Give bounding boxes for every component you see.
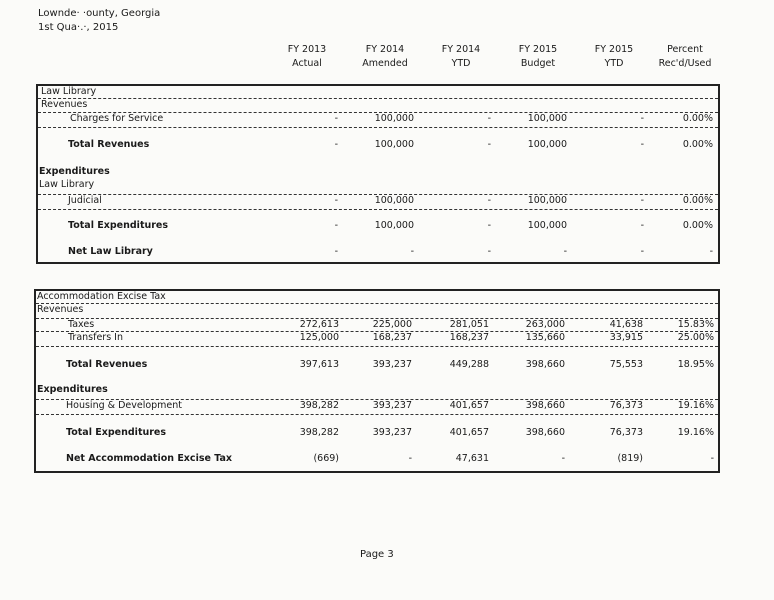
col-line1: FY 2014 — [441, 44, 481, 55]
cell: 76,373 — [609, 400, 643, 411]
col-line2: Budget — [520, 58, 556, 69]
cell: - — [640, 113, 644, 124]
cell: 100,000 — [374, 113, 414, 124]
col-fy2013-actual — [272, 43, 342, 71]
cell: 393,237 — [372, 427, 412, 438]
col-line1: Percent — [667, 44, 703, 55]
cell: 168,237 — [372, 332, 412, 343]
cell: - — [709, 246, 713, 257]
row-label: Transfers In — [68, 332, 123, 343]
cell: - — [640, 195, 644, 206]
cell: 401,657 — [449, 400, 489, 411]
cell: - — [487, 113, 491, 124]
cell: 75,553 — [609, 359, 643, 370]
cell: 125,000 — [299, 332, 339, 343]
cell: - — [640, 246, 644, 257]
col-fy2015-ytd — [579, 43, 649, 71]
cell: - — [487, 139, 491, 150]
row-label: Total Expenditures — [66, 427, 167, 438]
cell: 18.95% — [677, 359, 714, 370]
law-expenditures-sub-row — [38, 179, 718, 193]
cell: - — [640, 139, 644, 150]
cell: 398,282 — [299, 400, 339, 411]
table-row — [38, 112, 718, 128]
expenditures-sublabel: Law Library — [39, 179, 95, 190]
cell: - — [334, 246, 338, 257]
col-fy2014-amended — [350, 43, 420, 71]
cell: 398,660 — [525, 400, 565, 411]
col-fy2014-ytd — [426, 43, 496, 71]
cell: 47,631 — [455, 453, 489, 464]
table-row — [36, 399, 718, 415]
table-row — [36, 453, 718, 467]
row-label: Net Law Library — [68, 246, 153, 257]
cell: 41,638 — [609, 319, 643, 330]
cell: 25.00% — [677, 332, 714, 343]
cell: 100,000 — [374, 220, 414, 231]
cell: 397,613 — [299, 359, 339, 370]
cell: - — [487, 220, 491, 231]
cell: - — [563, 246, 567, 257]
cell: 135,660 — [525, 332, 565, 343]
cell: 398,660 — [525, 359, 565, 370]
revenues-label: Revenues — [41, 99, 88, 110]
revenues-label: Revenues — [37, 304, 84, 315]
law-library-section — [36, 84, 720, 264]
cell: 225,000 — [372, 319, 412, 330]
cell: 19.16% — [677, 400, 714, 411]
col-line1: FY 2015 — [594, 44, 634, 55]
col-line1: FY 2015 — [518, 44, 558, 55]
cell: 100,000 — [374, 195, 414, 206]
table-row — [38, 194, 718, 210]
expenditures-label: Expenditures — [39, 166, 110, 177]
cell: - — [410, 246, 414, 257]
row-label: Housing & Development — [66, 400, 183, 411]
section-title: Law Library — [41, 86, 97, 97]
col-line2: YTD — [604, 58, 624, 69]
cell: 100,000 — [374, 139, 414, 150]
row-label: Judicial — [68, 195, 102, 206]
cell: 393,237 — [372, 359, 412, 370]
cell: - — [640, 220, 644, 231]
col-line2: YTD — [451, 58, 471, 69]
table-row — [36, 331, 718, 347]
col-line1: FY 2013 — [287, 44, 327, 55]
col-line2: Actual — [292, 58, 322, 69]
cell: 281,051 — [449, 319, 489, 330]
quarter-title: 1st Qua·.·, 2015 — [38, 22, 119, 33]
cell: 393,237 — [372, 400, 412, 411]
row-label: Net Accommodation Excise Tax — [66, 453, 233, 464]
table-row — [38, 246, 718, 260]
law-expenditures-label-row — [38, 166, 718, 180]
col-fy2015-budget — [503, 43, 573, 71]
cell: 449,288 — [449, 359, 489, 370]
cell: - — [334, 220, 338, 231]
cell: - — [334, 113, 338, 124]
accommodation-tax-section — [34, 289, 720, 473]
col-line2: Rec'd/Used — [658, 58, 712, 69]
cell: - — [334, 139, 338, 150]
col-line2: Amended — [362, 58, 408, 69]
law-revenues-label-row — [38, 98, 718, 113]
cell: 100,000 — [527, 139, 567, 150]
row-label: Total Expenditures — [68, 220, 169, 231]
cell: 15.83% — [677, 319, 714, 330]
cell: 263,000 — [525, 319, 565, 330]
cell: - — [710, 453, 714, 464]
page-number: Page 3 — [360, 549, 394, 560]
cell: 398,660 — [525, 427, 565, 438]
acc-revenues-label-row — [36, 303, 718, 318]
cell: 0.00% — [682, 139, 713, 150]
cell: 19.16% — [677, 427, 714, 438]
cell: - — [334, 195, 338, 206]
table-row — [36, 427, 718, 441]
cell: 33,915 — [609, 332, 643, 343]
cell: 401,657 — [449, 427, 489, 438]
row-label: Total Revenues — [66, 359, 148, 370]
cell: - — [487, 246, 491, 257]
expenditures-label: Expenditures — [37, 384, 108, 395]
row-label: Charges for Service — [70, 113, 164, 124]
cell: 100,000 — [527, 220, 567, 231]
cell: 100,000 — [527, 113, 567, 124]
cell: - — [487, 195, 491, 206]
cell: 168,237 — [449, 332, 489, 343]
cell: - — [408, 453, 412, 464]
cell: (819) — [617, 453, 643, 464]
cell: - — [561, 453, 565, 464]
row-label: Total Revenues — [68, 139, 150, 150]
cell: 0.00% — [682, 195, 713, 206]
table-row — [36, 359, 718, 373]
cell: (669) — [313, 453, 339, 464]
table-row — [38, 139, 718, 153]
cell: 398,282 — [299, 427, 339, 438]
col-percent-used — [650, 43, 720, 71]
row-label: Taxes — [68, 319, 95, 330]
county-title: Lownde· ·ounty, Georgia — [38, 8, 161, 19]
acc-expenditures-label-row — [36, 384, 718, 398]
col-line1: FY 2014 — [365, 44, 405, 55]
table-row — [38, 220, 718, 234]
cell: 0.00% — [682, 220, 713, 231]
cell: 76,373 — [609, 427, 643, 438]
section-title: Accommodation Excise Tax — [37, 291, 166, 302]
cell: 272,613 — [299, 319, 339, 330]
cell: 0.00% — [682, 113, 713, 124]
cell: 100,000 — [527, 195, 567, 206]
